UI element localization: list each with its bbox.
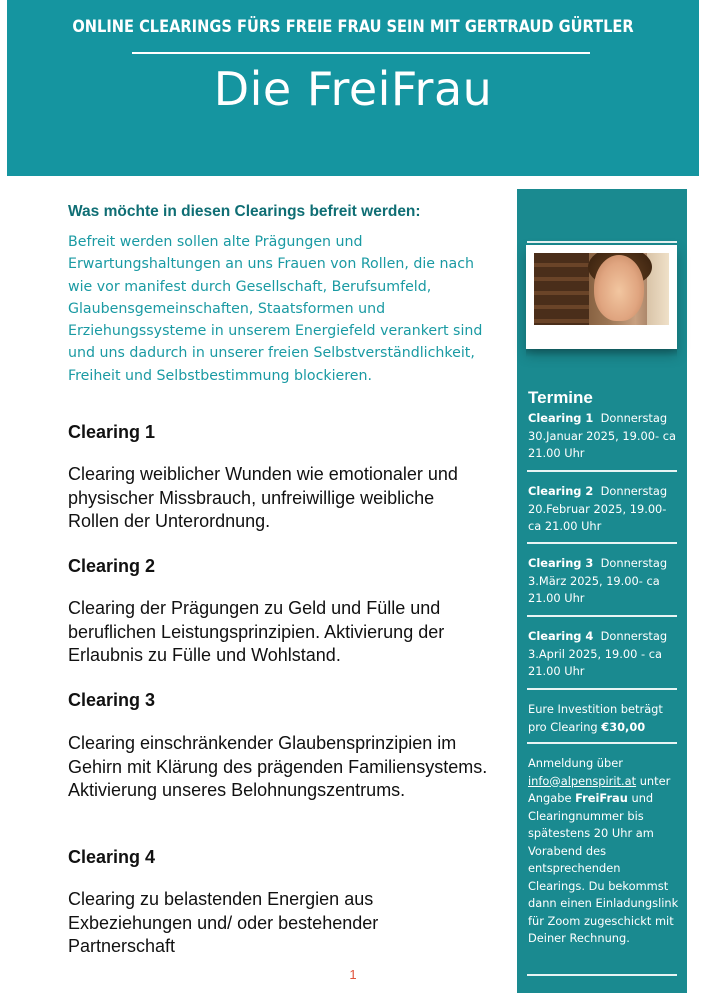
clearing-2-heading: Clearing 2 [68, 556, 156, 576]
registration-email-link[interactable]: info@alpenspirit.at [528, 773, 637, 788]
sidebar-divider [527, 742, 677, 744]
date-clearing-3 [528, 555, 680, 608]
registration-middle: unter Angabe [528, 773, 671, 805]
registration-info [528, 755, 680, 948]
page-header [7, 0, 699, 176]
date-text: Donnerstag 3.April 2025, 19.00 - ca 21.00 Uhr [528, 629, 668, 678]
date-label: Clearing 1 [528, 411, 594, 425]
registration-brand: FreiFrau [575, 791, 628, 805]
header-divider [132, 52, 590, 54]
portrait-image [534, 253, 669, 325]
sidebar-divider [527, 974, 677, 976]
clearing-4-text: Clearing zu belastenden Energien aus Exbeziehungen und/ oder bestehender Partnerschaft [68, 889, 379, 956]
section-question: Was möchte in diesen Clearings befreit werden: [68, 203, 421, 220]
clearing-2-text: Clearing der Prägungen zu Geld und Fülle und beruflichen Leistungsprinzipien. Aktivierung der Erlaubnis zu Fülle und Wohlstand. [68, 598, 445, 665]
date-label: Clearing 4 [528, 629, 594, 643]
date-label: Clearing 2 [528, 484, 594, 498]
clearing-3-heading: Clearing 3 [68, 690, 156, 710]
investment-text: Eure Investition beträgt pro Clearing [528, 702, 663, 734]
date-clearing-2 [528, 483, 680, 536]
sidebar-divider [527, 241, 677, 243]
investment-info [528, 701, 680, 736]
date-text: Donnerstag 3.März 2025, 19.00- ca 21.00 Uhr [528, 556, 668, 605]
date-clearing-4 [528, 628, 680, 681]
portrait-photo [526, 245, 677, 349]
date-clearing-1 [528, 410, 680, 463]
termine-heading: Termine [528, 388, 593, 407]
clearing-1-text: Clearing weiblicher Wunden wie emotionaler und physischer Missbrauch, unfreiwillige weibliche Rollen der Unterordnung. [68, 464, 458, 531]
date-text: Donnerstag 30.Januar 2025, 19.00- ca 21.00 Uhr [528, 411, 676, 460]
date-text: Donnerstag 20.Februar 2025, 19.00- ca 21.00 Uhr [528, 484, 668, 533]
sidebar-divider [527, 542, 677, 544]
date-label: Clearing 3 [528, 556, 594, 570]
clearing-4-heading: Clearing 4 [68, 847, 156, 867]
registration-suffix: und Clearingnummer bis spätestens 20 Uhr am Vorabend des entsprechenden Clearings. Du bekommst dann einen Einladungslink für Zoom zugeschickt mit Deiner Rechnung. [528, 791, 679, 945]
sidebar-divider [527, 688, 677, 690]
page-number: 1 [349, 967, 357, 982]
intro-paragraph: Befreit werden sollen alte Prägungen und Erwartungshaltungen an uns Frauen von Rollen, die nach wie vor manifest durch Gesellschaft, Berufsumfeld, Glaubensgemeinschaften, Staatsformen und Erziehungssysteme in unserem Energiefeld verankert sind und uns dadurch in unserer freien Selbstverständlichkeit, Freiheit und Selbstbestimmung blockieren. [68, 234, 483, 384]
clearing-3-text: Clearing einschränkender Glaubensprinzipien im Gehirn mit Klärung des prägenden Familiensystems. Aktivierung unseres Belohnungszentrums. [68, 733, 488, 800]
registration-prefix: Anmeldung über [528, 756, 623, 770]
investment-price: €30,00 [601, 719, 646, 734]
sidebar-divider [527, 615, 677, 617]
clearing-1-heading: Clearing 1 [68, 422, 156, 442]
header-subtitle: ONLINE CLEARINGS FÜRS FREIE FRAU SEIN MIT GERTRAUD GÜRTLER [72, 17, 634, 37]
page-title: Die FreiFrau [213, 62, 493, 116]
sidebar [517, 189, 687, 993]
sidebar-divider [527, 470, 677, 472]
